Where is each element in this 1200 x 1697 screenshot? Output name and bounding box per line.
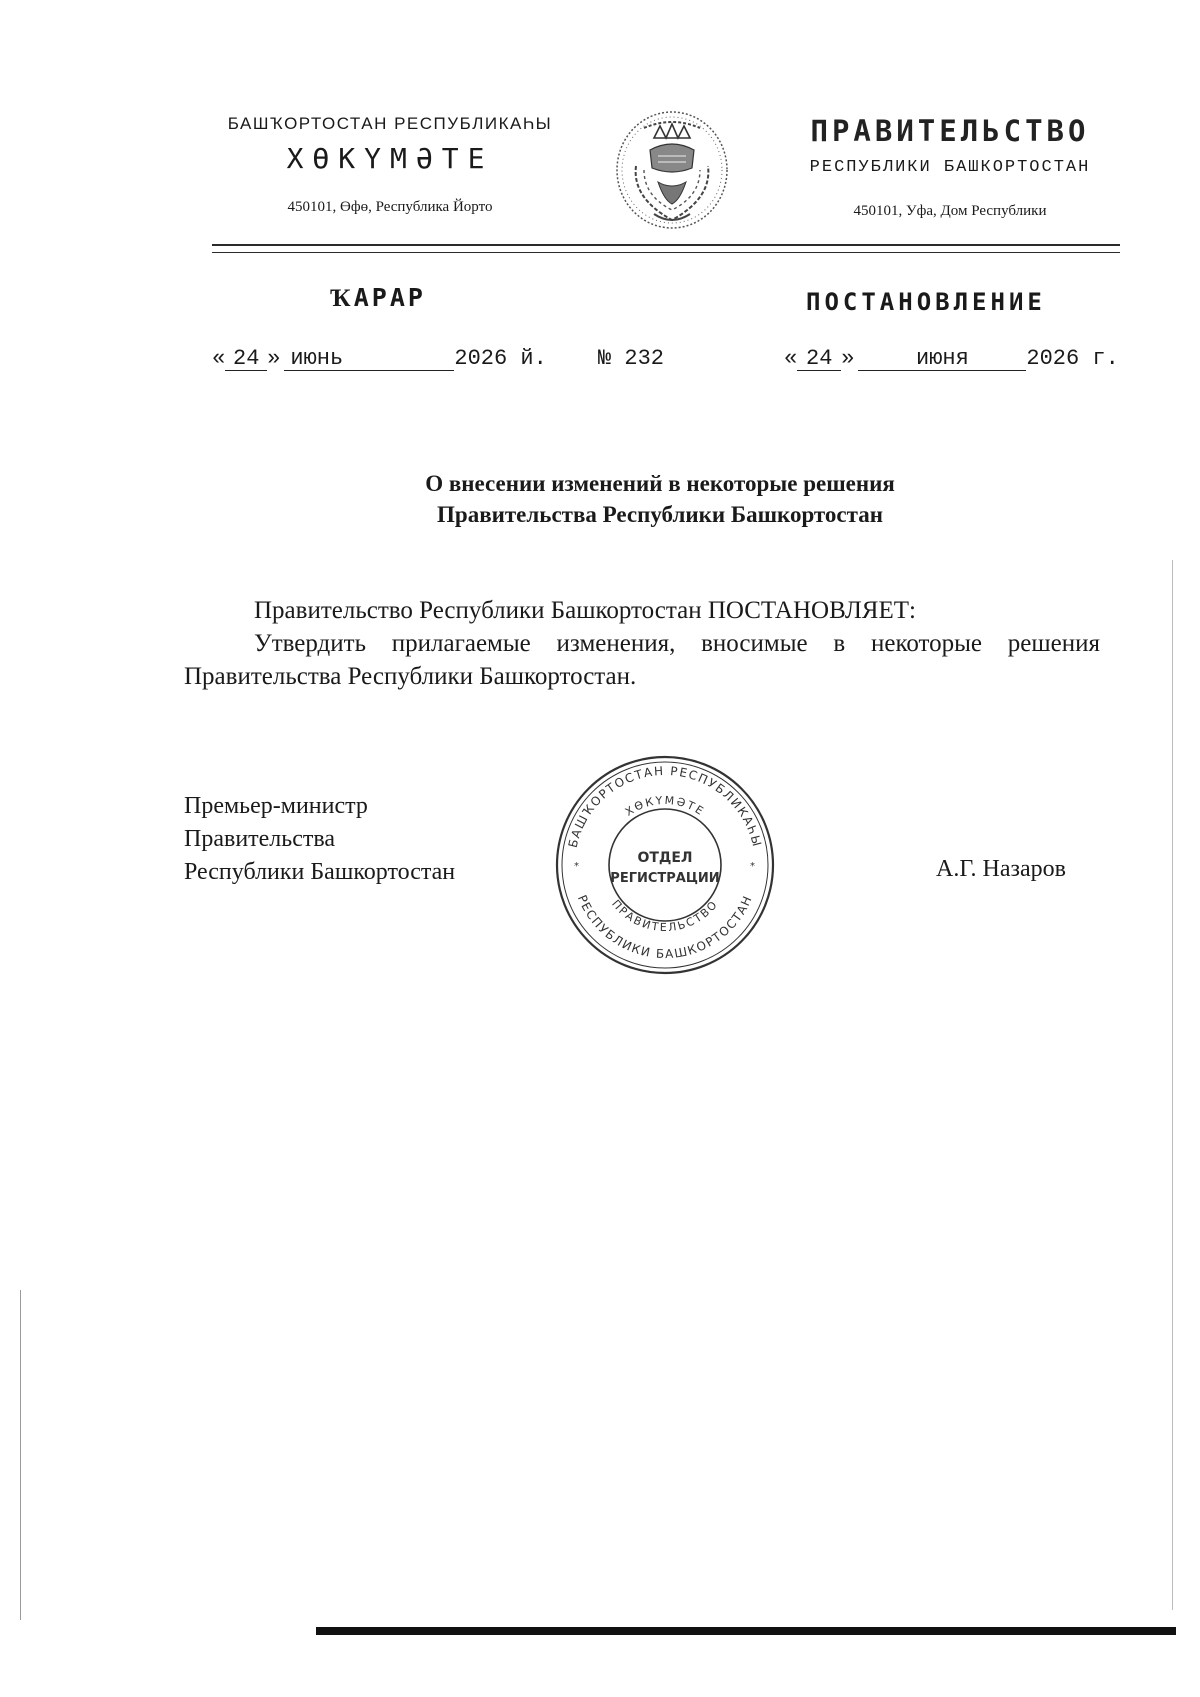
- signatory-title-line2: Правительства: [184, 826, 336, 852]
- date-day-ba: 24: [225, 348, 267, 371]
- address-ba: 450101, Өфө, Республика Йорто: [287, 199, 493, 215]
- stamp-star-left-icon: *: [574, 861, 579, 872]
- quote-open: «: [784, 346, 798, 371]
- stamp-center-line1: ОТДЕЛ: [637, 850, 693, 866]
- stamp-outer-bottom-text: РЕСПУБЛИКИ БАШКОРТОСТАН: [574, 892, 756, 962]
- header-rule-thin: [212, 252, 1120, 253]
- svg-text:ХӨКҮМӘТЕ: [623, 794, 707, 819]
- date-month-ba: июнь: [284, 348, 454, 371]
- header-right: [780, 114, 1120, 220]
- signatory-title-line1: Премьер-министр: [184, 793, 368, 819]
- signatory-title-line3: Республики Башкортостан: [184, 859, 456, 885]
- document-title: [200, 468, 1120, 530]
- date-line-ru: [784, 346, 1119, 371]
- date-year-ba: 2026 й.: [454, 346, 547, 371]
- registration-stamp: [552, 752, 778, 978]
- stamp-center-line2: РЕГИСТРАЦИИ: [610, 871, 720, 886]
- stamp-star-right-icon: *: [750, 861, 755, 872]
- header-rule-thick: [212, 244, 1120, 246]
- scan-edge-line: [1172, 560, 1173, 1610]
- date-day-ru: 24: [797, 348, 841, 371]
- document-number: № 232: [598, 346, 665, 371]
- stamp-outer-top-text: БАШҠОРТОСТАН РЕСПУБЛИКАҺЫ: [565, 763, 765, 850]
- signatory-title: [184, 790, 455, 889]
- org-name-ba-line2: ХӨКҮМӘТЕ: [286, 142, 494, 175]
- quote-close: »: [841, 346, 855, 371]
- signatory-name: А.Г. Назаров: [936, 856, 1066, 882]
- date-month-ru: июня: [858, 348, 1026, 371]
- date-line-ba: [212, 346, 547, 371]
- document-kind-ru: ПОСТАНОВЛЕНИЕ: [806, 288, 1046, 316]
- stamp-inner-top-text: ХӨКҮМӘТЕ: [622, 793, 708, 819]
- scan-bottom-bar: [316, 1627, 1176, 1635]
- stamp-inner-bottom-text: ПРАВИТЕЛЬСТВО: [609, 897, 721, 935]
- quote-close: »: [267, 346, 281, 371]
- title-line1: О внесении изменений в некоторые решения: [425, 471, 895, 496]
- body-paragraph-2: Утвердить прилагаемые изменения, вносимые в некоторые решения Правительства Республики Башкортостан.: [184, 630, 1100, 690]
- org-name-ba-line1: БАШҠОРТОСТАН РЕСПУБЛИКАҺЫ: [227, 114, 553, 133]
- svg-text:ПРАВИТЕЛЬСТВО: [609, 897, 721, 934]
- document-kind-ba: ҠАРАР: [330, 283, 426, 312]
- scan-left-line: [20, 1290, 21, 1620]
- org-name-ru-line2: РЕСПУБЛИКИ БАШКОРТОСТАН: [809, 158, 1091, 177]
- coat-of-arms-icon: [614, 108, 730, 232]
- org-name-ru-line1: ПРАВИТЕЛЬСТВО: [810, 114, 1090, 148]
- header-left: [195, 114, 585, 216]
- address-ru: 450101, Уфа, Дом Республики: [853, 203, 1047, 219]
- date-year-ru: 2026 г.: [1026, 346, 1119, 371]
- quote-open: «: [212, 346, 226, 371]
- body-paragraph-1: Правительство Республики Башкортостан ПОСТАНОВЛЯЕТ:: [254, 597, 916, 624]
- title-line2: Правительства Республики Башкортостан: [437, 502, 883, 527]
- document-body: [184, 594, 1100, 693]
